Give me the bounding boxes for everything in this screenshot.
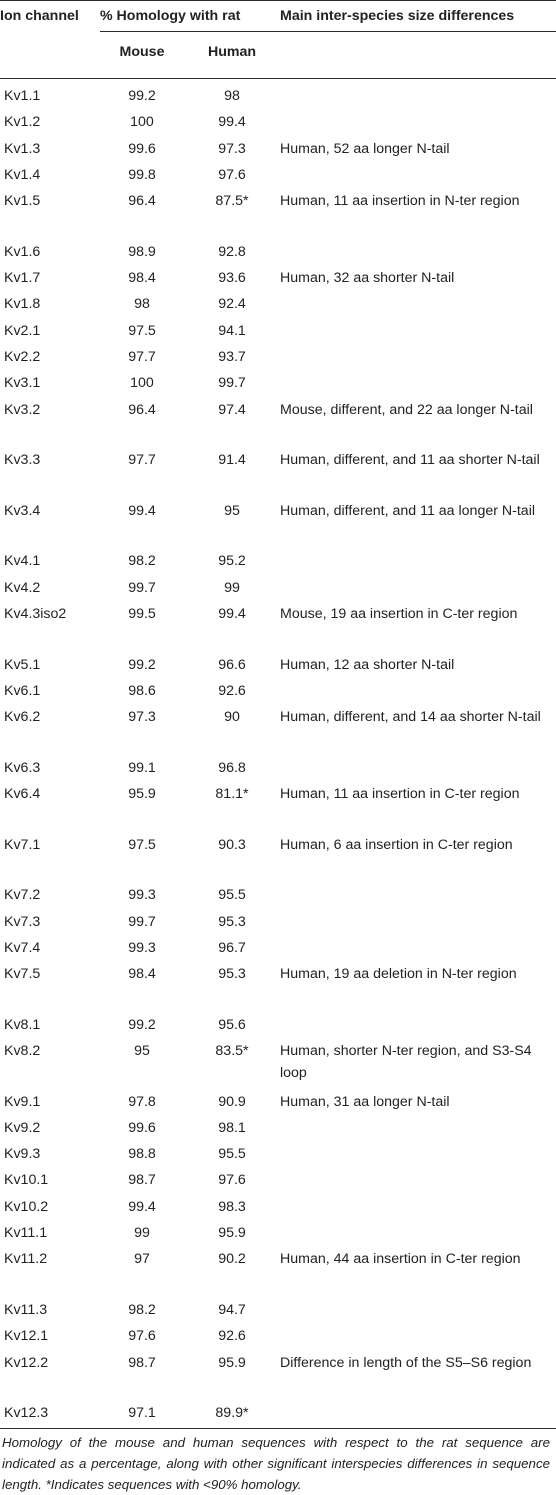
cell-mouse-homology: 98.4 xyxy=(128,966,156,983)
cell-mouse-homology: 99.4 xyxy=(128,1198,156,1215)
cell-ion-channel: Kv3.4 xyxy=(4,502,41,519)
cell-human-homology: 96.8 xyxy=(218,759,246,776)
table-row xyxy=(0,1115,556,1141)
cell-ion-channel: Kv7.3 xyxy=(4,913,41,930)
cell-ion-channel: Kv7.2 xyxy=(4,887,41,904)
cell-mouse-homology: 97.5 xyxy=(128,322,156,339)
cell-human-homology: 95.9 xyxy=(218,1225,246,1242)
table-row xyxy=(0,1297,556,1323)
table-top-rule xyxy=(0,0,556,1)
cell-ion-channel: Kv1.3 xyxy=(4,140,41,157)
cell-human-homology: 95.5 xyxy=(218,1146,246,1163)
header-human-label: Human xyxy=(207,44,257,60)
cell-human-homology: 97.4 xyxy=(218,401,246,418)
table-row xyxy=(0,704,556,755)
cell-ion-channel: Kv6.4 xyxy=(4,786,41,803)
cell-size-difference: Human, different, and 14 aa shorter N-tail xyxy=(280,709,541,726)
cell-size-difference: Human, 11 aa insertion in N-ter region xyxy=(280,193,520,210)
cell-size-difference xyxy=(280,1115,556,1141)
cell-mouse-homology: 97.6 xyxy=(128,1328,156,1345)
cell-size-difference xyxy=(280,909,556,935)
cell-mouse-homology: 98.7 xyxy=(128,1354,156,1371)
cell-ion-channel: Kv11.1 xyxy=(4,1225,48,1242)
table-row xyxy=(0,1194,556,1220)
cell-human-homology: 99.7 xyxy=(218,375,246,392)
cell-ion-channel: Kv4.2 xyxy=(4,579,41,596)
cell-mouse-homology: 99.2 xyxy=(128,656,156,673)
header-empty-cell xyxy=(0,40,100,79)
cell-ion-channel: Kv12.1 xyxy=(4,1328,49,1345)
cell-human-homology: 93.7 xyxy=(218,348,246,365)
cell-human-homology: 98.1 xyxy=(218,1119,246,1136)
cell-human-homology: 95 xyxy=(224,502,240,519)
table-row xyxy=(0,1400,556,1426)
cell-mouse-homology: 100 xyxy=(130,114,154,131)
table-row xyxy=(0,109,556,135)
cell-ion-channel: Kv7.5 xyxy=(4,966,41,983)
cell-ion-channel: Kv4.1 xyxy=(4,553,41,570)
cell-size-difference xyxy=(280,344,556,370)
cell-mouse-homology: 99.2 xyxy=(128,1016,156,1033)
cell-size-difference xyxy=(280,1297,556,1323)
cell-size-difference: Human, 32 aa shorter N-tail xyxy=(280,270,455,287)
homology-group-rule xyxy=(100,31,280,32)
table-row xyxy=(0,882,556,908)
header-ion-channel-label: Ion channel xyxy=(0,8,79,24)
cell-mouse-homology: 97.1 xyxy=(128,1405,156,1422)
cell-mouse-homology: 95.9 xyxy=(128,786,156,803)
cell-mouse-homology: 99.4 xyxy=(128,502,156,519)
table-row xyxy=(0,678,556,704)
cell-mouse-homology: 96.4 xyxy=(128,401,156,418)
cell-size-difference xyxy=(280,239,556,265)
cell-ion-channel: Kv6.1 xyxy=(4,682,41,699)
cell-human-homology: 90.9 xyxy=(218,1093,246,1110)
cell-size-difference: Human, 6 aa insertion in C-ter region xyxy=(280,836,513,853)
table-row xyxy=(0,601,556,652)
cell-human-homology: 98.3 xyxy=(218,1198,246,1215)
cell-human-homology: 92.6 xyxy=(218,682,246,699)
table-row xyxy=(0,1167,556,1193)
cell-mouse-homology: 97.3 xyxy=(128,709,156,726)
cell-ion-channel: Kv8.1 xyxy=(4,1016,41,1033)
cell-size-difference: Human, 44 aa insertion in C-ter region xyxy=(280,1251,521,1268)
cell-ion-channel: Kv1.4 xyxy=(4,166,41,183)
cell-ion-channel: Kv1.1 xyxy=(4,88,41,104)
cell-size-difference xyxy=(280,318,556,344)
cell-mouse-homology: 97 xyxy=(134,1251,150,1268)
cell-ion-channel: Kv3.3 xyxy=(4,452,41,469)
cell-mouse-homology: 99 xyxy=(134,1225,150,1242)
cell-human-homology: 92.6 xyxy=(218,1328,246,1345)
cell-human-homology: 90.2 xyxy=(218,1251,246,1268)
cell-mouse-homology: 97.5 xyxy=(128,836,156,853)
table-row xyxy=(0,832,556,883)
cell-human-homology: 97.3 xyxy=(218,140,246,157)
cell-human-homology: 90 xyxy=(224,709,240,726)
cell-mouse-homology: 99.7 xyxy=(128,579,156,596)
cell-mouse-homology: 99.3 xyxy=(128,939,156,956)
cell-ion-channel: Kv7.4 xyxy=(4,939,41,956)
cell-size-difference: Human, 52 aa longer N-tail xyxy=(280,140,450,157)
table-row xyxy=(0,1350,556,1401)
cell-size-difference xyxy=(280,109,556,135)
cell-mouse-homology: 98.9 xyxy=(128,243,156,260)
cell-size-difference xyxy=(280,575,556,601)
cell-ion-channel: Kv9.1 xyxy=(4,1093,41,1110)
cell-mouse-homology: 98.4 xyxy=(128,270,156,287)
cell-ion-channel: Kv1.2 xyxy=(4,114,41,131)
table-row xyxy=(0,1323,556,1349)
cell-size-difference xyxy=(280,755,556,781)
cell-size-difference xyxy=(280,935,556,961)
cell-ion-channel: Kv1.8 xyxy=(4,296,41,313)
cell-mouse-homology: 98.6 xyxy=(128,682,156,699)
cell-ion-channel: Kv6.3 xyxy=(4,759,41,776)
cell-mouse-homology: 100 xyxy=(130,375,154,392)
cell-mouse-homology: 98 xyxy=(134,296,150,313)
table-row xyxy=(0,136,556,162)
cell-size-difference: Human, 19 aa deletion in N-ter region xyxy=(280,966,517,983)
header-differences xyxy=(280,6,556,40)
cell-human-homology: 83.5* xyxy=(215,1042,249,1059)
table-row xyxy=(0,755,556,781)
cell-mouse-homology: 98.2 xyxy=(128,1301,156,1318)
table-row xyxy=(0,498,556,549)
cell-mouse-homology: 99.1 xyxy=(128,759,156,776)
cell-ion-channel: Kv1.5 xyxy=(4,193,41,210)
table-row xyxy=(0,909,556,935)
cell-human-homology: 87.5* xyxy=(215,193,249,210)
cell-mouse-homology: 97.7 xyxy=(128,452,156,469)
cell-mouse-homology: 97.8 xyxy=(128,1093,156,1110)
table-footnote: Homology of the mouse and human sequences with respect to the rat sequence are indicated as a percentage, along with other significant interspecies differences in sequence length. *Indicates sequences with <90% homology. xyxy=(2,1435,550,1492)
header-empty-cell-2 xyxy=(280,40,556,79)
cell-human-homology: 89.9* xyxy=(215,1405,249,1422)
table-row xyxy=(0,1012,556,1038)
cell-human-homology: 94.1 xyxy=(218,322,246,339)
cell-human-homology: 95.5 xyxy=(218,887,246,904)
header-ion-channel xyxy=(0,6,100,40)
cell-human-homology: 97.6 xyxy=(218,166,246,183)
cell-size-difference xyxy=(280,678,556,704)
cell-mouse-homology: 97.7 xyxy=(128,348,156,365)
cell-ion-channel: Kv2.2 xyxy=(4,348,41,365)
cell-human-homology: 99 xyxy=(224,579,240,596)
table-row xyxy=(0,1038,556,1089)
cell-size-difference xyxy=(280,1141,556,1167)
table-row xyxy=(0,447,556,498)
cell-mouse-homology: 98.2 xyxy=(128,553,156,570)
cell-size-difference: Mouse, different, and 22 aa longer N-tail xyxy=(280,401,533,418)
cell-size-difference xyxy=(280,1012,556,1038)
cell-ion-channel: Kv12.2 xyxy=(4,1354,49,1371)
cell-ion-channel: Kv4.3iso2 xyxy=(4,605,67,622)
cell-ion-channel: Kv2.1 xyxy=(4,322,41,339)
table-row xyxy=(0,370,556,396)
cell-human-homology: 94.7 xyxy=(218,1301,246,1318)
cell-ion-channel: Kv5.1 xyxy=(4,656,41,673)
cell-human-homology: 99.4 xyxy=(218,605,246,622)
cell-human-homology: 95.2 xyxy=(218,553,246,570)
cell-human-homology: 81.1* xyxy=(215,786,249,803)
cell-human-homology: 90.3 xyxy=(218,836,246,853)
table-row xyxy=(0,265,556,291)
table-row xyxy=(0,397,556,448)
cell-ion-channel: Kv10.2 xyxy=(4,1198,49,1215)
cell-ion-channel: Kv9.3 xyxy=(4,1146,41,1163)
cell-ion-channel: Kv8.2 xyxy=(4,1042,41,1059)
cell-size-difference xyxy=(280,548,556,574)
cell-size-difference xyxy=(280,1400,556,1426)
cell-human-homology: 95.3 xyxy=(218,913,246,930)
cell-human-homology: 95.6 xyxy=(218,1016,246,1033)
cell-ion-channel: Kv1.6 xyxy=(4,243,41,260)
cell-ion-channel: Kv3.2 xyxy=(4,401,41,418)
cell-size-difference: Human, shorter N-ter region, and S3-S4 loop xyxy=(280,1042,532,1081)
cell-size-difference: Difference in length of the S5–S6 region xyxy=(280,1354,532,1371)
cell-size-difference xyxy=(280,291,556,317)
cell-human-homology: 96.6 xyxy=(218,656,246,673)
table-row xyxy=(0,575,556,601)
cell-ion-channel: Kv6.2 xyxy=(4,709,41,726)
header-human xyxy=(184,40,280,79)
cell-mouse-homology: 99.6 xyxy=(128,140,156,157)
header-mouse xyxy=(100,40,184,79)
cell-mouse-homology: 98.7 xyxy=(128,1172,156,1189)
cell-human-homology: 91.4 xyxy=(218,452,246,469)
cell-human-homology: 92.4 xyxy=(218,296,246,313)
cell-human-homology: 97.6 xyxy=(218,1172,246,1189)
cell-mouse-homology: 96.4 xyxy=(128,193,156,210)
cell-size-difference xyxy=(280,1323,556,1349)
table-row xyxy=(0,652,556,678)
cell-size-difference xyxy=(280,1194,556,1220)
cell-size-difference: Human, 31 aa longer N-tail xyxy=(280,1093,450,1110)
table-row xyxy=(0,83,556,109)
cell-ion-channel: Kv11.3 xyxy=(4,1301,48,1318)
table-row xyxy=(0,188,556,239)
cell-size-difference: Human, 11 aa insertion in C-ter region xyxy=(280,786,520,803)
cell-ion-channel: Kv7.1 xyxy=(4,836,41,853)
cell-human-homology: 95.9 xyxy=(218,1354,246,1371)
cell-size-difference: Human, different, and 11 aa longer N-tail xyxy=(280,502,535,519)
table-header xyxy=(0,6,556,79)
cell-human-homology: 98 xyxy=(224,88,240,104)
table-bottom-rule xyxy=(0,1428,556,1429)
header-subrow xyxy=(0,40,556,79)
table-row xyxy=(0,548,556,574)
header-mouse-label: Mouse xyxy=(119,44,165,60)
cell-mouse-homology: 99.8 xyxy=(128,166,156,183)
cell-ion-channel: Kv12.3 xyxy=(4,1405,49,1422)
table-row xyxy=(0,961,556,1012)
cell-human-homology: 95.3 xyxy=(218,966,246,983)
cell-size-difference: Human, different, and 11 aa shorter N-tail xyxy=(280,452,540,469)
cell-mouse-homology: 99.7 xyxy=(128,913,156,930)
homology-table xyxy=(0,6,556,1426)
table-row xyxy=(0,1089,556,1115)
cell-mouse-homology: 98.8 xyxy=(128,1146,156,1163)
table-row xyxy=(0,318,556,344)
cell-ion-channel: Kv9.2 xyxy=(4,1119,41,1136)
cell-size-difference xyxy=(280,882,556,908)
cell-ion-channel: Kv10.1 xyxy=(4,1172,49,1189)
cell-size-difference: Human, 12 aa shorter N-tail xyxy=(280,656,455,673)
table-row xyxy=(0,781,556,832)
cell-size-difference xyxy=(280,83,556,109)
cell-human-homology: 93.6 xyxy=(218,270,246,287)
table-row xyxy=(0,1141,556,1167)
cell-mouse-homology: 99.3 xyxy=(128,887,156,904)
cell-human-homology: 96.7 xyxy=(218,939,246,956)
cell-mouse-homology: 99.5 xyxy=(128,605,156,622)
cell-ion-channel: Kv1.7 xyxy=(4,270,41,287)
cell-mouse-homology: 99.6 xyxy=(128,1119,156,1136)
header-homology-label: % Homology with rat xyxy=(100,8,241,24)
cell-size-difference: Mouse, 19 aa insertion in C-ter region xyxy=(280,605,518,622)
table-row xyxy=(0,162,556,188)
cell-human-homology: 92.8 xyxy=(218,243,246,260)
header-differences-label: Main inter-species size differences xyxy=(280,8,515,24)
table-row xyxy=(0,1246,556,1297)
table-row xyxy=(0,935,556,961)
cell-ion-channel: Kv3.1 xyxy=(4,375,41,392)
cell-mouse-homology: 99.2 xyxy=(128,88,156,104)
table-body xyxy=(0,79,556,1427)
table-row xyxy=(0,291,556,317)
table-row xyxy=(0,344,556,370)
header-homology-group xyxy=(100,6,280,40)
table-row xyxy=(0,239,556,265)
cell-size-difference xyxy=(280,1167,556,1193)
cell-mouse-homology: 95 xyxy=(134,1042,150,1059)
cell-size-difference xyxy=(280,162,556,188)
table-row xyxy=(0,1220,556,1246)
differences-header-rule xyxy=(280,31,556,32)
cell-size-difference xyxy=(280,370,556,396)
cell-human-homology: 99.4 xyxy=(218,114,246,131)
cell-ion-channel: Kv11.2 xyxy=(4,1251,48,1268)
cell-size-difference xyxy=(280,1220,556,1246)
